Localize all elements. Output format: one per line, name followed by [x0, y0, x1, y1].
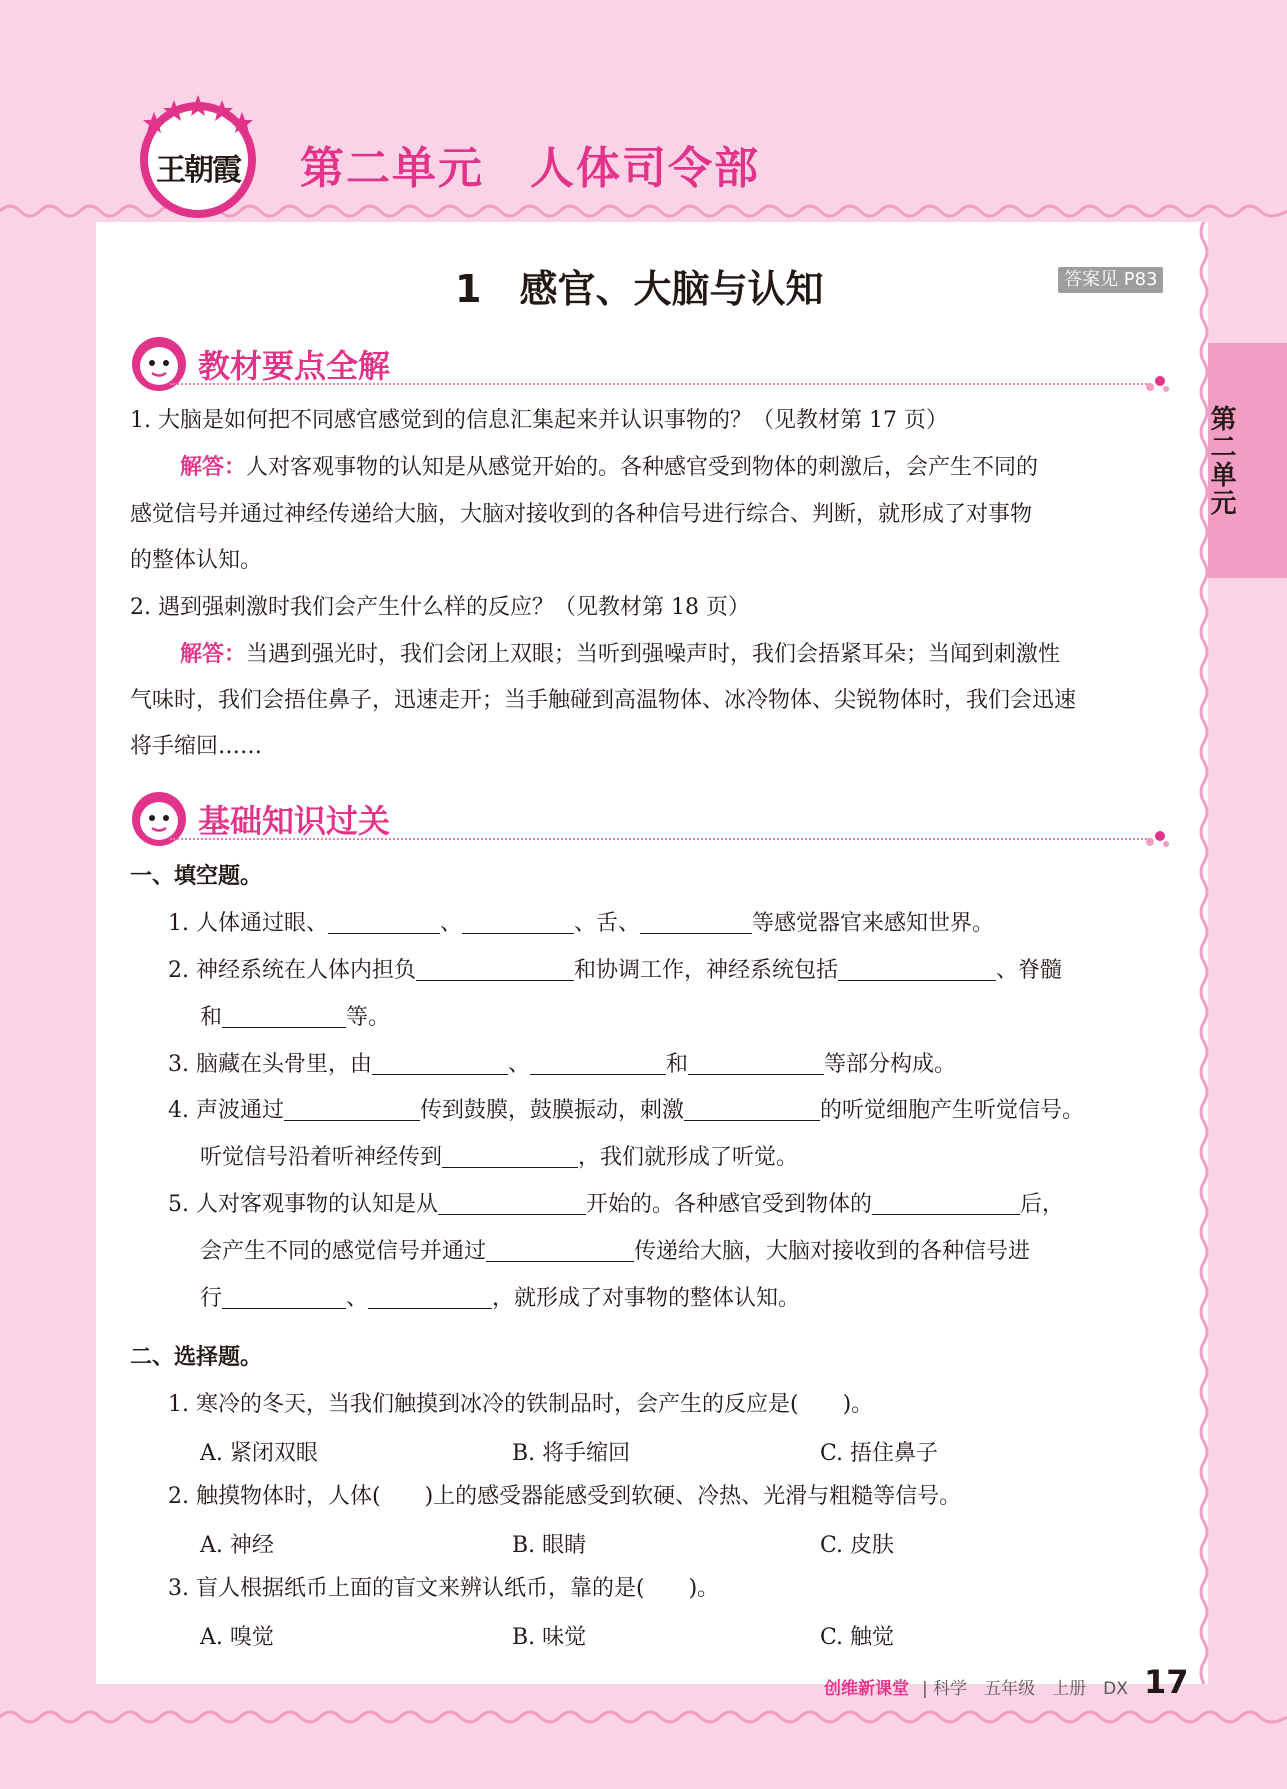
logo-text: 王朝霞: [156, 153, 240, 188]
q2-text: 2. 遇到强刺激时我们会产生什么样的反应？（见教材第 18 页）: [130, 595, 750, 620]
answer-blank[interactable]: [372, 1050, 508, 1075]
a1-line-2: 感觉信号并通过神经传递给大脑，大脑对接收到的各种信号进行综合、判断，就形成了对事物: [130, 502, 1033, 527]
choice-q3-option-b[interactable]: B. 味觉: [512, 1625, 587, 1650]
answer-blank[interactable]: [328, 909, 440, 934]
answer-blank[interactable]: [222, 1003, 346, 1028]
section-rule: [170, 383, 1150, 385]
section-header-basics: [130, 790, 1170, 850]
answer-blank[interactable]: [684, 1096, 820, 1121]
choice-q2-option-b[interactable]: B. 眼睛: [512, 1533, 587, 1558]
lesson-title: 1 感官、大脑与认知: [455, 267, 824, 311]
section-title: 基础知识过关: [198, 802, 391, 840]
fill-q5-line-2: 会产生不同的感觉信号并通过 传递给大脑，大脑对接收到的各种信号进: [200, 1239, 1031, 1264]
unit-title: 第二单元 人体司令部: [300, 143, 760, 194]
fill-q5-line-3: 行 、 ，就形成了对事物的整体认知。: [200, 1286, 801, 1311]
side-tab-label: 第二单元: [1206, 405, 1236, 517]
fill-q4-line-2: 听觉信号沿着听神经传到 ，我们就形成了听觉。: [200, 1145, 799, 1170]
answer-blank[interactable]: [486, 1237, 634, 1262]
choice-q3-option-a[interactable]: A. 嗅觉: [200, 1625, 274, 1650]
fill-q3: 3. 脑藏在头骨里，由 、 和 等部分构成。: [168, 1052, 957, 1077]
choice-q3: 3. 盲人根据纸币上面的盲文来辨认纸币，靠的是( )。: [168, 1576, 720, 1601]
answer-blank[interactable]: [416, 956, 574, 981]
choice-q2-option-c[interactable]: C. 皮肤: [820, 1533, 895, 1558]
a2-line-1: 解答：当遇到强光时，我们会闭上双眼；当听到强噪声时，我们会捂紧耳朵；当闻到刺激性: [180, 642, 1061, 667]
section-rule: [170, 838, 1150, 840]
choice-q1-option-c[interactable]: C. 捂住鼻子: [820, 1441, 939, 1466]
answer-blank[interactable]: [530, 1050, 666, 1075]
right-wave-border: [1196, 222, 1212, 1684]
choice-q1: 1. 寒冷的冬天，当我们触摸到冰冷的铁制品时，会产生的反应是( )。: [168, 1392, 874, 1417]
fill-q5-line-1: 5. 人对客观事物的认知是从 开始的。各种感官受到物体的 后，: [168, 1192, 1065, 1217]
answer-blank[interactable]: [872, 1190, 1020, 1215]
choice-heading: 二、选择题。: [130, 1345, 263, 1370]
a1-line-3: 的整体认知。: [130, 548, 263, 573]
choice-q1-option-b[interactable]: B. 将手缩回: [512, 1441, 631, 1466]
dots-ornament: [1144, 828, 1170, 848]
answer-blank[interactable]: [222, 1284, 346, 1309]
answer-reference-tag: 答案见 P83: [1058, 267, 1163, 293]
a2-line-3: 将手缩回……: [130, 734, 263, 759]
a2-line-2: 气味时，我们会捂住鼻子，迅速走开；当手触碰到高温物体、冰冷物体、尖锐物体时，我们会迅速: [130, 688, 1077, 713]
dots-ornament: [1144, 373, 1170, 393]
choice-q3-option-c[interactable]: C. 触觉: [820, 1625, 895, 1650]
answer-blank[interactable]: [442, 1143, 578, 1168]
a1-line-1: 解答：人对客观事物的认知是从感觉开始的。各种感官受到物体的刺激后，会产生不同的: [180, 455, 1039, 480]
fill-q2-line-1: 2. 神经系统在人体内担负 和协调工作，神经系统包括 、脊髓: [168, 958, 1063, 983]
q1-text: 1. 大脑是如何把不同感官感觉到的信息汇集起来并认识事物的？（见教材第 17 页）: [130, 408, 948, 433]
footer-brand: 创维新课堂: [824, 1679, 909, 1699]
answer-blank[interactable]: [368, 1284, 492, 1309]
answer-blank[interactable]: [462, 909, 574, 934]
answer-blank[interactable]: [640, 909, 752, 934]
answer-blank[interactable]: [284, 1096, 420, 1121]
footer-meta: | 科学 五年级 上册 DX: [922, 1679, 1128, 1699]
fill-q4-line-1: 4. 声波通过 传到鼓膜，鼓膜振动，刺激 的听觉细胞产生听觉信号。: [168, 1098, 1085, 1123]
choice-q1-option-a[interactable]: A. 紧闭双眼: [200, 1441, 318, 1466]
fill-heading: 一、填空题。: [130, 864, 263, 889]
choice-q2: 2. 触摸物体时，人体( )上的感受器能感受到软硬、冷热、光滑与粗糙等信号。: [168, 1484, 962, 1509]
choice-q2-option-a[interactable]: A. 神经: [200, 1533, 274, 1558]
answer-blank[interactable]: [438, 1190, 586, 1215]
section-title: 教材要点全解: [198, 347, 391, 385]
answer-blank[interactable]: [838, 956, 996, 981]
fill-q1: 1. 人体通过眼、 、 、舌、 等感觉器官来感知世界。: [168, 911, 995, 936]
page-number: 17: [1144, 1663, 1189, 1701]
section-header-textbook: [130, 335, 1170, 395]
fill-q2-line-2: 和 等。: [200, 1005, 391, 1030]
answer-blank[interactable]: [688, 1050, 824, 1075]
bottom-wave-border: [0, 1702, 1287, 1732]
